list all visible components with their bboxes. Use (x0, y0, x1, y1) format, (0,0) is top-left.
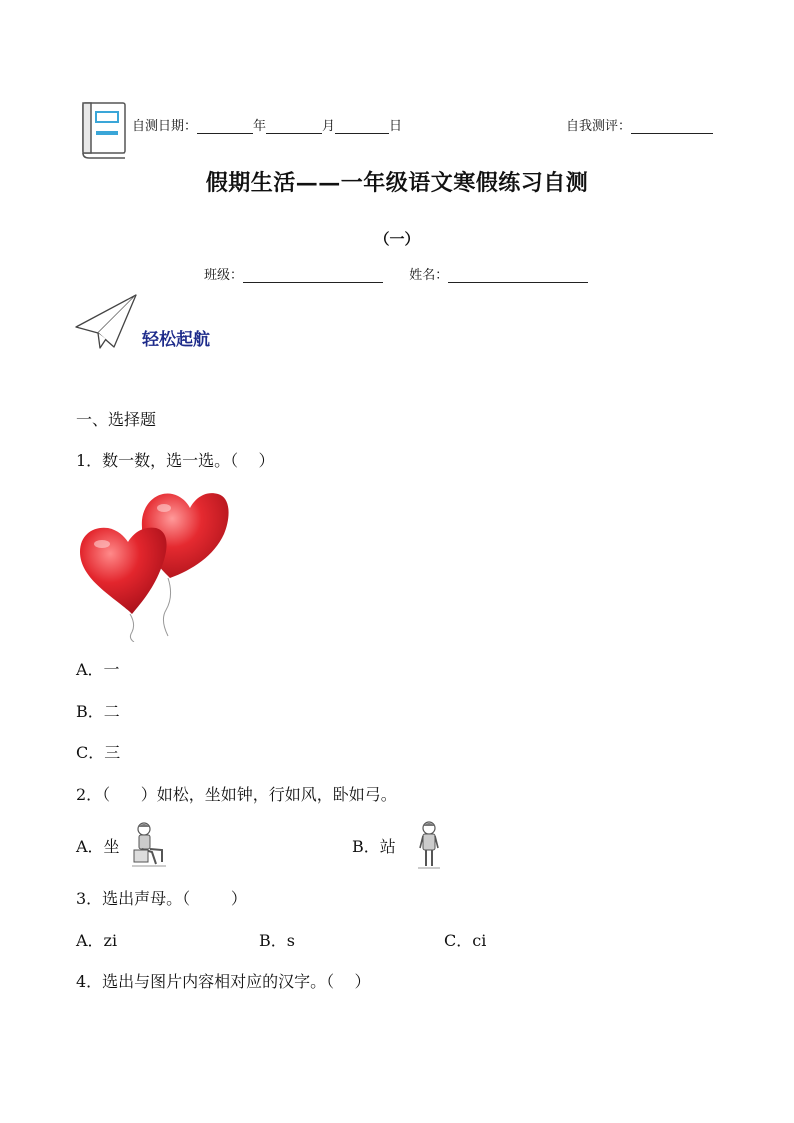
name-label: 姓名： (409, 268, 449, 283)
year-label: 年 (253, 119, 267, 134)
self-eval (566, 115, 713, 134)
year-blank[interactable] (197, 119, 253, 134)
date-line (132, 115, 402, 134)
section-tag: 轻松起航 (142, 330, 210, 350)
self-eval-blank[interactable] (631, 119, 713, 134)
class-blank[interactable] (243, 268, 383, 283)
question-4-stem: 4．选出与图片内容相对应的汉字。（ ） (76, 972, 371, 991)
book-icon (80, 101, 128, 159)
month-blank[interactable] (266, 119, 322, 134)
q3-option-b[interactable]: B．s (259, 931, 295, 950)
question-3-stem: 3．选出声母。（ ） (76, 889, 247, 908)
q3-option-a[interactable]: A．zi (76, 931, 118, 950)
student-info (204, 264, 588, 283)
sitting-boy-image (130, 820, 168, 868)
q2-option-a[interactable]: A．坐 (76, 837, 120, 856)
page-subtitle: （一） (374, 230, 420, 248)
q2-option-b[interactable]: B．站 (352, 837, 396, 856)
heart-balloons-image (78, 486, 230, 642)
day-blank[interactable] (335, 119, 389, 134)
month-label: 月 (322, 119, 336, 134)
date-label: 自测日期： (132, 119, 198, 134)
page-title: 假期生活——一年级语文寒假练习自测 (205, 170, 589, 196)
class-label: 班级： (204, 268, 244, 283)
q1-option-c[interactable]: C．三 (76, 743, 121, 762)
question-2-stem: 2．（ ）如松，坐如钟，行如风，卧如弓。 (76, 785, 397, 804)
day-label: 日 (389, 119, 403, 134)
self-eval-label: 自我测评： (566, 119, 632, 134)
standing-boy-image (416, 820, 442, 870)
q3-option-c[interactable]: C．ci (444, 931, 487, 950)
part-heading: 一、选择题 (76, 410, 157, 429)
q1-option-b[interactable]: B．二 (76, 702, 120, 721)
q1-option-a[interactable]: A．一 (76, 660, 120, 679)
paper-plane-icon (74, 293, 138, 351)
name-blank[interactable] (448, 268, 588, 283)
question-1-stem: 1．数一数，选一选。（ ） (76, 451, 275, 470)
